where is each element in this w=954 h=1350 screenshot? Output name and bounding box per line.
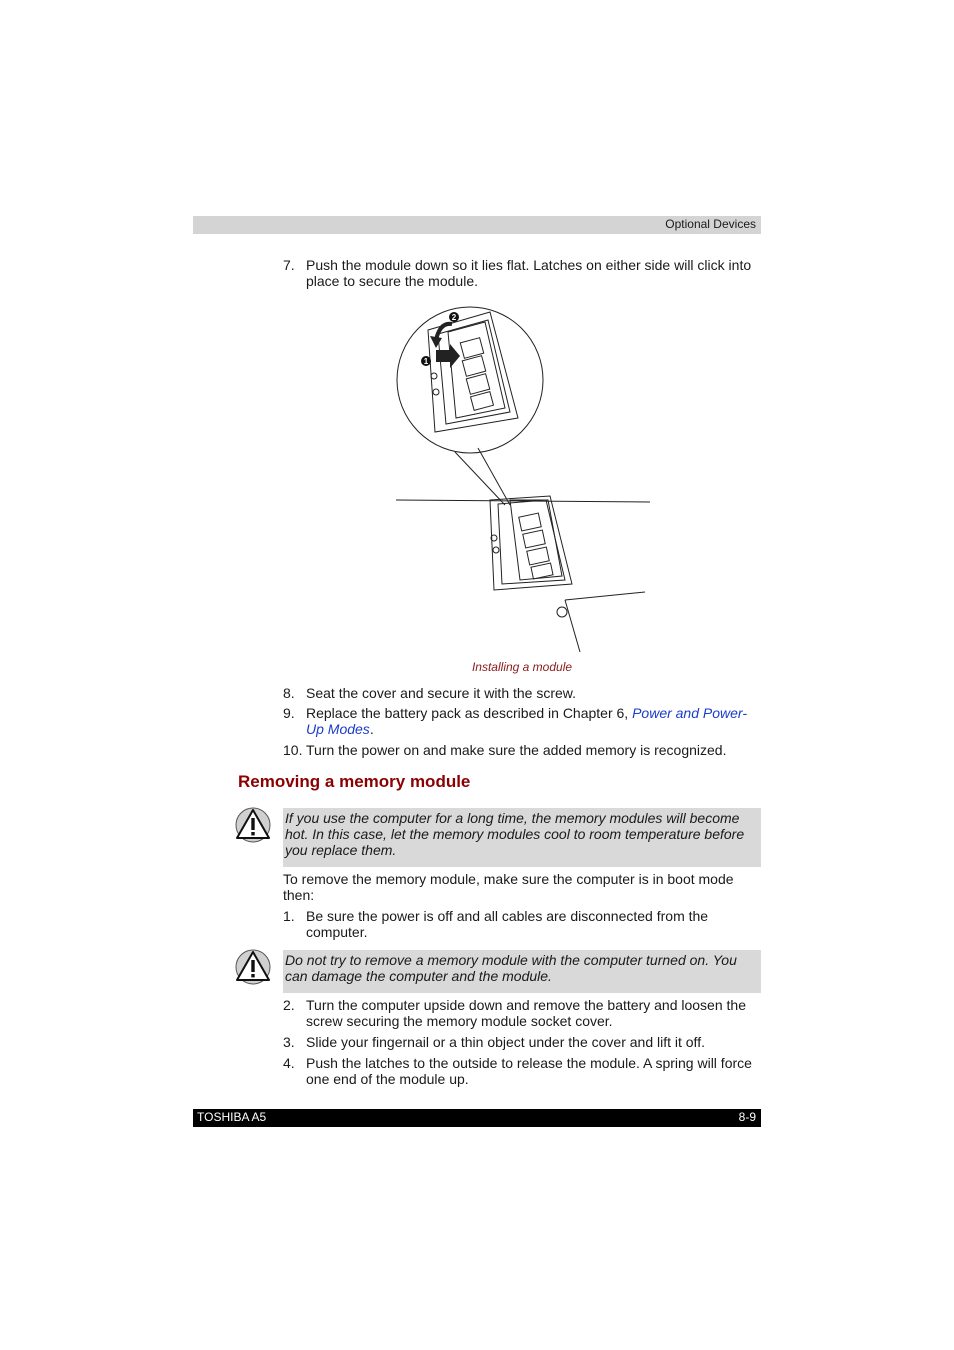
section-heading: Removing a memory module <box>238 772 471 791</box>
list-number: 3. <box>283 1034 295 1050</box>
list-text: Turn the computer upside down and remove the battery and loosen the <box>306 997 746 1013</box>
list-text: Push the module down so it lies flat. Latches on either side will click into <box>306 257 752 273</box>
list-number: 1. <box>283 908 295 924</box>
note-line: you replace them. <box>285 842 397 858</box>
intro-paragraph <box>283 871 734 903</box>
figure-caption: Installing a module <box>471 660 573 674</box>
note-line: Do not try to remove a memory module with the computer turned on. You <box>285 952 737 968</box>
callout-2-label: 2 <box>451 313 457 322</box>
note-line: can damage the computer and the module. <box>285 968 552 984</box>
callout-1-label: 1 <box>423 357 429 366</box>
list-text: Seat the cover and secure it with the screw. <box>306 685 577 701</box>
list-text-cont: place to secure the module. <box>306 273 478 289</box>
footer-product: TOSHIBA A5 <box>197 1110 267 1124</box>
list-number: 8. <box>283 685 295 701</box>
caution-note <box>283 808 761 867</box>
list-number: 10. <box>283 742 303 758</box>
caution-note <box>283 950 761 993</box>
chapter-link[interactable]: Power and Power- <box>632 705 747 721</box>
chapter-link-cont[interactable]: Up Modes <box>306 721 370 737</box>
list-text: Turn the power on and make sure the added memory is recognized. <box>306 742 727 758</box>
list-text: Be sure the power is off and all cables are disconnected from the <box>306 908 709 924</box>
running-header <box>193 216 761 234</box>
magnify-circle <box>397 307 543 453</box>
header-section-title: Optional Devices <box>665 217 756 231</box>
para-line: then: <box>283 887 315 903</box>
warning-icon <box>234 806 272 844</box>
list-text-cont: computer. <box>306 924 368 940</box>
list-number: 2. <box>283 997 295 1013</box>
running-footer <box>193 1109 761 1127</box>
list-text-line <box>306 705 747 721</box>
list-text-line-2 <box>306 721 374 737</box>
list-text: Replace the battery pack as described in Chapter 6, <box>306 705 633 721</box>
module-install-illustration <box>390 300 655 660</box>
warning-icon <box>234 948 272 986</box>
note-line: If you use the computer for a long time, the memory modules will become <box>285 810 740 826</box>
list-text-end: . <box>369 721 374 737</box>
list-number: 7. <box>283 257 295 273</box>
list-text: Push the latches to the outside to release the module. A spring will force <box>306 1055 752 1071</box>
list-number: 4. <box>283 1055 295 1071</box>
page-number: 8-9 <box>738 1110 756 1124</box>
list-text: Slide your fingernail or a thin object under the cover and lift it off. <box>306 1034 705 1050</box>
para-line: To remove the memory module, make sure the computer is in boot mode <box>283 871 734 887</box>
list-number: 9. <box>283 705 295 721</box>
list-text-cont: one end of the module up. <box>306 1071 469 1087</box>
list-text-cont: screw securing the memory module socket cover. <box>306 1013 613 1029</box>
note-line: hot. In this case, let the memory modules cool to room temperature before <box>285 826 745 842</box>
